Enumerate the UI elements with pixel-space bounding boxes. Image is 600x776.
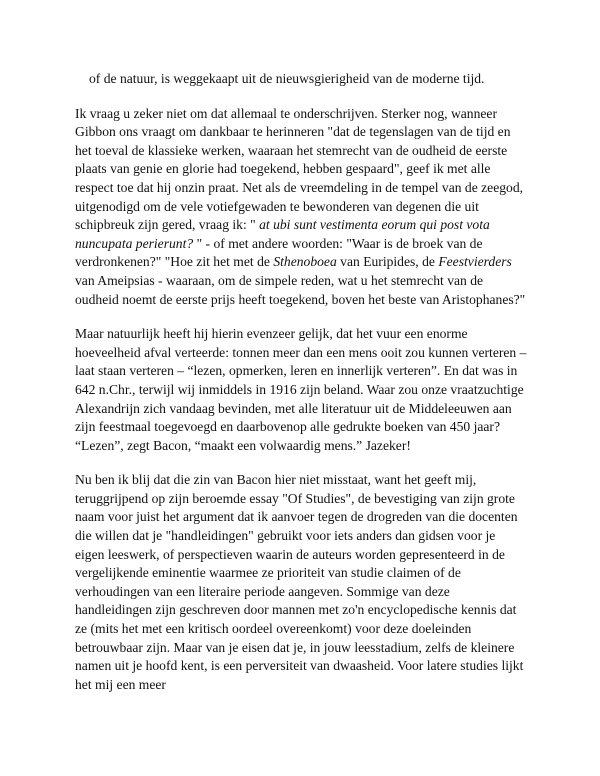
latin-quote: at ubi sunt vestimenta eorum qui post vota nuncupata perierunt? [75, 217, 490, 251]
paragraph-2-text-a: Ik vraag u zeker niet om dat allemaal te onderschrijven. Sterker nog, wanneer Gibbon ons vraagt om dankbaar te herinneren "dat de tegenslagen van de tijd en het toeval de klassieke werken, waaraan het stemrecht van de oudheid de eerste plaats van genie en glorie had toegekend, hebben gespaard", geef ik met alle respect toe dat hij onzin praat. Net als de vreemdeling in de tempel van de zeegod, uitgenodigd om de vele votiefgewaden te bewonderen van degenen die uit schipbreuk zijn gered, vraag ik: " [75, 105, 524, 233]
paragraph-4 [75, 471, 527, 694]
paragraph-2-text-c: van Euripides, de [340, 254, 435, 270]
title-sthenoboea: Sthenoboea [273, 254, 337, 270]
paragraph-1 [75, 70, 527, 89]
title-feestvierders: Feestvierders [438, 254, 512, 270]
paragraph-3-text: Maar natuurlijk heeft hij hierin evenzeer gelijk, dat het vuur een enorme hoeveelheid afval verteerde: tonnen meer dan een mens ooit zou kunnen verteren – laat staan verteren – “lezen, opmerken, leren en innerlijk verteren”. En dat was in 642 n.Chr., terwijl wij inmiddels in 1916 zijn beland. Waar zou onze vraatzuchtige Alexandrijn zich vandaag bevinden, met alle literatuur uit de Middeleeuwen aan zijn feestmaal toegevoegd en daarbovenop alle gedrukte boeken van 450 jaar? “Lezen”, zegt Bacon, “maakt een volwaardig mens.” Jazeker! [75, 326, 527, 453]
paragraph-3 [75, 325, 527, 455]
body-text [75, 70, 527, 710]
paragraph-1-text: of de natuur, is weggekaapt uit de nieuwsgierigheid van de moderne tijd. [89, 71, 485, 86]
paragraph-2-text-b: " - of met andere woorden: "Waar is de broek van de verdronkenen?" "Hoe zit het met de [75, 235, 483, 270]
paragraph-4-text: Nu ben ik blij dat die zin van Bacon hier niet misstaat, want het geeft mij, teruggrijpend op zijn beroemde essay "Of Studies", de bevestiging van zijn grote naam voor juist het argument dat ik aanvoer tegen de drogreden van die docenten die willen dat je "handleidingen" gebruikt voor iets anders dan gidsen voor je eigen leeswerk, of perspectieven waarin de auteurs worden gepresenteerd in de vergelijkende eminentie waarmee ze prioriteit van studie claimen of de verhoudingen van een literaire periode aangeven. Sommige van deze handleidingen zijn geschreven door mannen met zo'n encyclopedische kennis dat ze (mits het met een kritisch oordeel overeenkomt) voor deze doeleinden betrouwbaar zijn. Maar van je eisen dat je, in jouw leesstadium, zelfs de kleinere namen uit je hoofd kent, is een perversiteit van dwaasheid. Voor latere studies lijkt het mij een meer [75, 472, 524, 692]
paragraph-2 [75, 105, 527, 310]
paragraph-2-text-d: van Ameipsias - waaraan, om de simpele reden, wat u het stemrecht van de oudheid noemt de eerste prijs heeft toegekend, boven het beste van Aristophanes?" [75, 272, 526, 307]
